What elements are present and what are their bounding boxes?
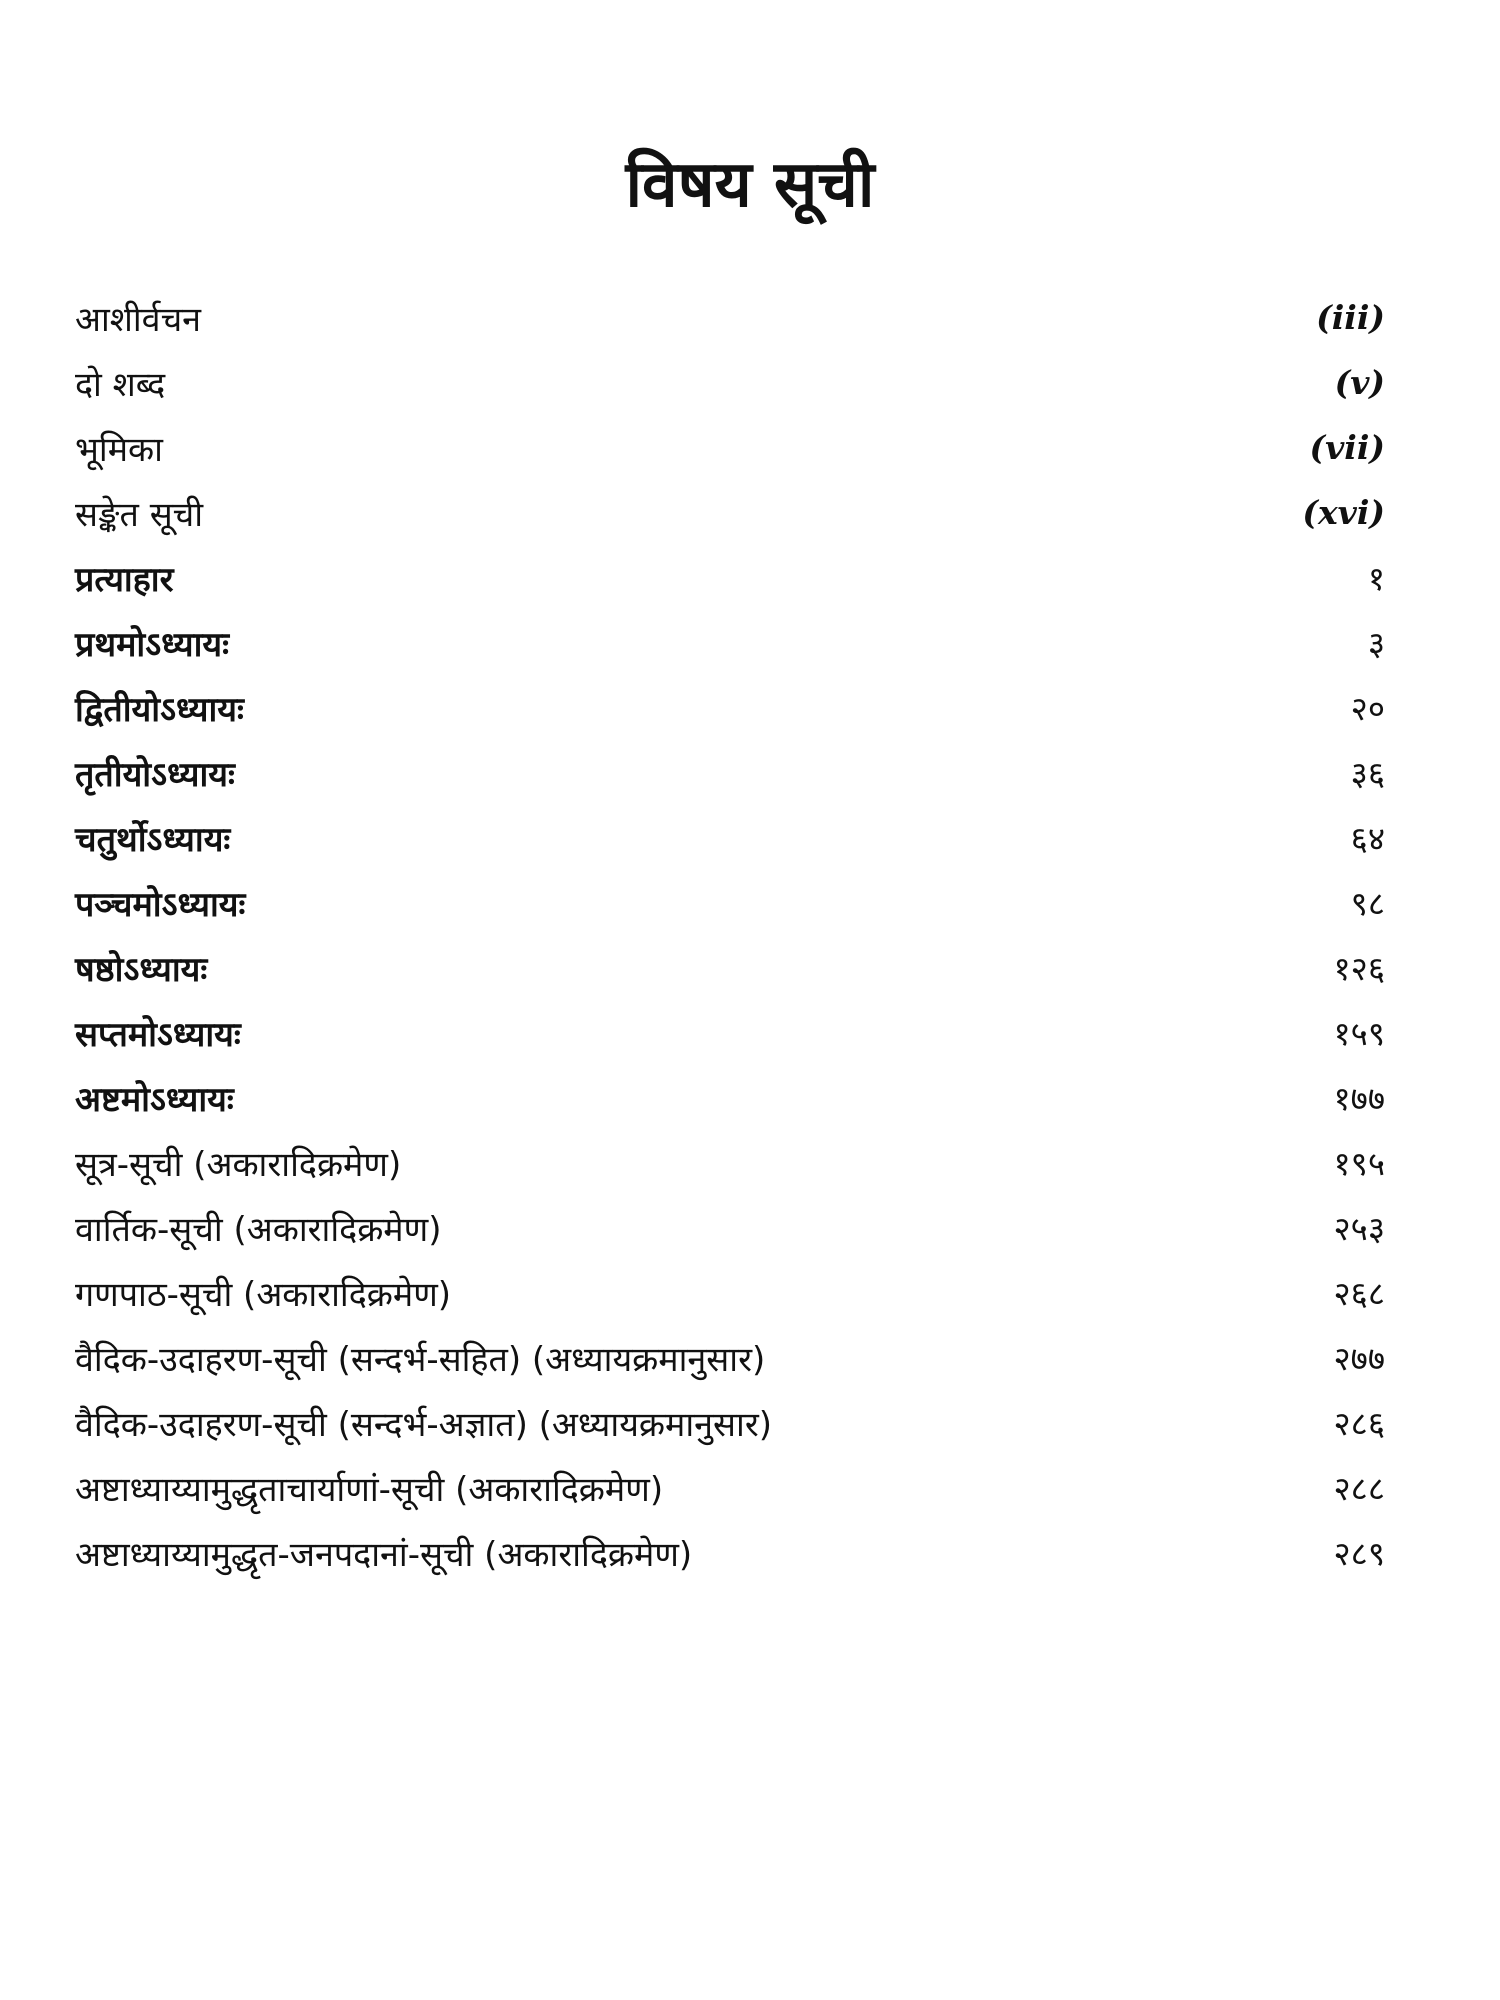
toc-entry <box>75 1065 1385 1130</box>
toc-entry-page-number: (vii) <box>1309 428 1385 467</box>
toc-entry-label: आशीर्वचन <box>75 299 202 340</box>
toc-entry-page-number: २० <box>1350 689 1385 728</box>
toc-entry <box>75 675 1385 740</box>
toc-entry-page-number: ३६ <box>1350 754 1385 793</box>
toc-entry-page-number: ९८ <box>1350 884 1385 923</box>
toc-entry-page-number: २६८ <box>1333 1274 1385 1313</box>
toc-entry-page-number: १ <box>1367 559 1385 598</box>
toc-entry <box>75 545 1385 610</box>
toc-entry <box>75 1455 1385 1520</box>
toc-entry <box>75 870 1385 935</box>
toc-entry-label: सूत्र-सूची (अकारादिक्रमेण) <box>75 1144 402 1185</box>
toc-entry-label: चतुर्थोऽध्यायः <box>75 819 231 860</box>
toc-entry-page-number: १७७ <box>1333 1079 1385 1118</box>
toc-entry-page-number: २८६ <box>1333 1404 1385 1443</box>
toc-entry-page-number: २७७ <box>1333 1339 1385 1378</box>
toc-entry-label: अष्टाध्याय्यामुद्धृताचार्याणां-सूची (अकारादिक्रमेण) <box>75 1469 664 1510</box>
toc-entry-label: सङ्केत सूची <box>75 494 204 535</box>
toc-entry-label: वैदिक-उदाहरण-सूची (सन्दर्भ-अज्ञात) (अध्यायक्रमानुसार) <box>75 1404 772 1445</box>
toc-entry <box>75 350 1385 415</box>
toc-entry-label: भूमिका <box>75 429 163 470</box>
toc-entry <box>75 1260 1385 1325</box>
toc-entry-label: सप्तमोऽध्यायः <box>75 1014 241 1055</box>
toc-entry-label: अष्टमोऽध्यायः <box>75 1079 234 1120</box>
toc-entry-label: प्रथमोऽध्यायः <box>75 624 229 665</box>
toc-entry <box>75 610 1385 675</box>
toc-entry-page-number: २८८ <box>1333 1469 1385 1508</box>
toc-entry-page-number: १९५ <box>1333 1144 1385 1183</box>
toc-entry <box>75 1390 1385 1455</box>
toc-entry-label: वार्तिक-सूची (अकारादिक्रमेण) <box>75 1209 442 1250</box>
toc-entry <box>75 1000 1385 1065</box>
toc-entry-label: वैदिक-उदाहरण-सूची (सन्दर्भ-सहित) (अध्यायक्रमानुसार) <box>75 1339 766 1380</box>
table-of-contents <box>75 285 1385 1585</box>
toc-entry-label: प्रत्याहार <box>75 559 174 600</box>
toc-entry-page-number: २८९ <box>1333 1534 1385 1573</box>
toc-entry-page-number: २५३ <box>1333 1209 1385 1248</box>
toc-entry-label: अष्टाध्याय्यामुद्धृत-जनपदानां-सूची (अकारादिक्रमेण) <box>75 1534 693 1575</box>
toc-entry <box>75 480 1385 545</box>
toc-entry-label: पञ्चमोऽध्यायः <box>75 884 246 925</box>
toc-entry-page-number: ३ <box>1367 624 1385 663</box>
toc-entry-page-number: (xvi) <box>1302 493 1385 532</box>
toc-entry <box>75 805 1385 870</box>
toc-entry <box>75 1130 1385 1195</box>
toc-entry <box>75 1195 1385 1260</box>
toc-entry <box>75 1325 1385 1390</box>
toc-entry <box>75 285 1385 350</box>
toc-entry-page-number: ६४ <box>1350 819 1385 858</box>
toc-entry-label: तृतीयोऽध्यायः <box>75 754 235 795</box>
toc-entry-page-number: (v) <box>1334 363 1385 402</box>
toc-entry-page-number: (iii) <box>1316 298 1385 337</box>
toc-entry <box>75 415 1385 480</box>
toc-entry <box>75 935 1385 1000</box>
toc-entry <box>75 1520 1385 1585</box>
toc-entry-label: द्वितीयोऽध्यायः <box>75 689 244 730</box>
toc-entry-label: दो शब्द <box>75 364 166 405</box>
toc-entry-page-number: १५९ <box>1333 1014 1385 1053</box>
toc-entry-label: षष्ठोऽध्यायः <box>75 949 208 990</box>
toc-entry <box>75 740 1385 805</box>
toc-entry-label: गणपाठ-सूची (अकारादिक्रमेण) <box>75 1274 452 1315</box>
toc-entry-page-number: १२६ <box>1333 949 1385 988</box>
page-title: विषय सूची <box>625 148 875 222</box>
